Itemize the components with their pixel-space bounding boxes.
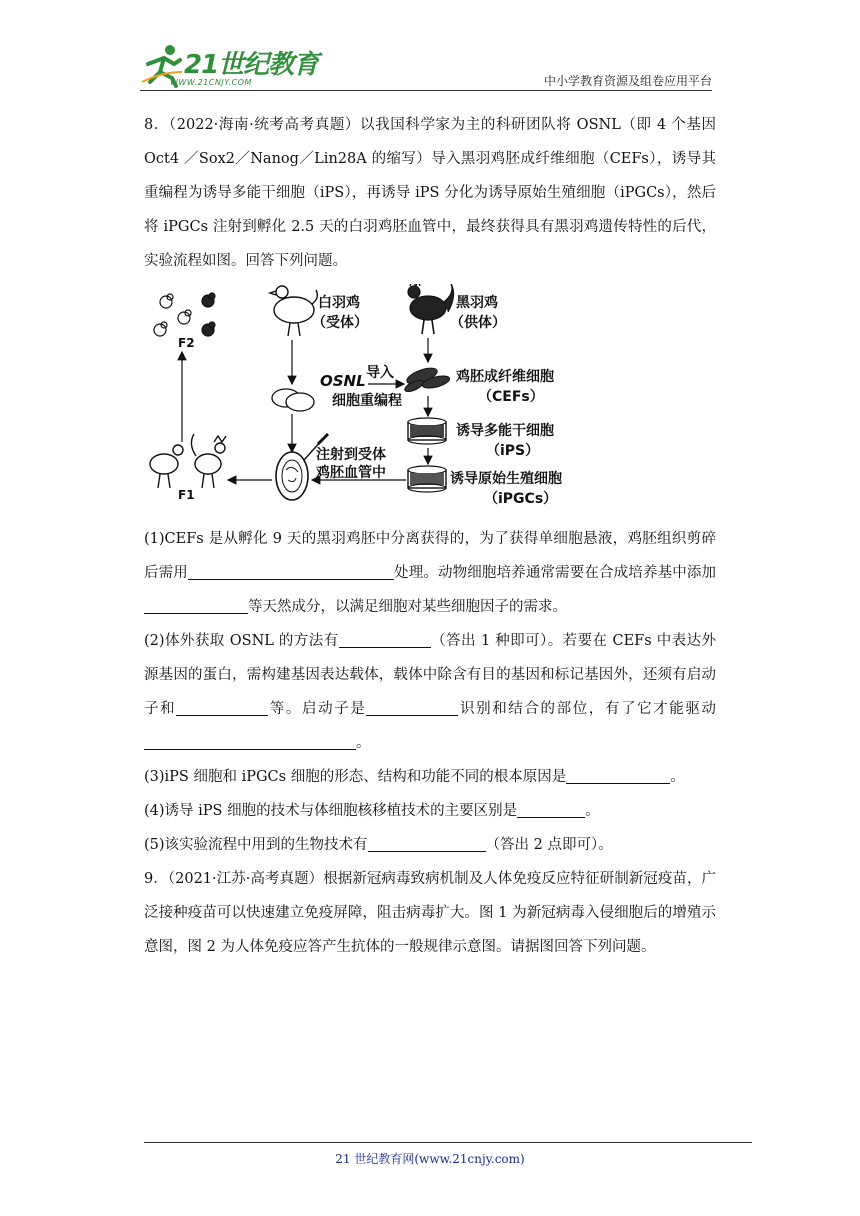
label-ipgcs-name: 诱导原始生殖细胞	[450, 471, 562, 487]
part-1-text-b: 处理。动物细胞培养通常需要在合成培养基中添加	[393, 565, 716, 581]
label-import: 导入	[366, 365, 394, 381]
question-8-part-1	[144, 522, 716, 624]
eggs-icon	[272, 389, 314, 411]
part-1-text-c: 等天然成分，以满足细胞对某些细胞因子的需求。	[248, 599, 567, 615]
f1-chickens-icon	[150, 434, 226, 488]
part-2-text-b: （答出 1 种即可）。若要在 CEFs 中表达外源基因的蛋白，需构建基因表达载体，载体中除含有目的基因和标记基因外，还须有启动子和	[144, 633, 716, 717]
question-8-stem: 8．（2022·海南·统考高考真题）以我国科学家为主的科研团队将 OSNL（即 4 个基因 Oct4 ／Sox2／Nanog／Lin28A 的缩写）导入黑羽鸡胚成纤维细胞（CEFs），诱导其重编程为诱导多能干细胞（iPS），再诱导 iPS 分化为诱导原始生殖细胞（iPGCs），然后将 iPGCs 注射到孵化 2.5 天的白羽鸡胚血管中，最终获得具有黑羽鸡遗传特性的后代，实验流程如图。回答下列问题。	[144, 117, 716, 269]
footer-divider	[144, 1142, 752, 1143]
label-f2: F2	[178, 336, 195, 350]
logo-text: 21世纪教育	[184, 50, 319, 80]
black-rooster-icon	[408, 284, 454, 334]
answer-blank-9[interactable]	[368, 835, 486, 852]
question-8-part-4	[144, 794, 716, 828]
cefs-cells-icon	[403, 365, 451, 394]
part-3-text-a: (3)iPS 细胞和 iPGCs 细胞的形态、结构和功能不同的根本原因是	[144, 769, 567, 785]
label-ipgcs-abbr: （iPGCs）	[484, 491, 558, 507]
part-4-text-b: 。	[585, 803, 600, 819]
question-8-part-3	[144, 760, 716, 794]
question-9-stem: 9．（2021·江苏·高考真题）根据新冠病毒致病机制及人体免疫反应特征研制新冠疫苗，广泛接种疫苗可以快速建立免疫屏障，阻击病毒扩大。图 1 为新冠病毒入侵细胞后的增殖示意图，图 2 为人体免疫应答产生抗体的一般规律示意图。请据图回答下列问题。	[144, 871, 716, 955]
platform-name: 中小学教育资源及组卷应用平台	[543, 74, 712, 88]
flow-diagram	[144, 284, 716, 520]
answer-blank-5[interactable]	[366, 699, 458, 716]
part-5-text-a: (5)该实验流程中用到的生物技术有	[144, 837, 368, 853]
label-osnl: OSNL	[320, 372, 366, 390]
part-3-text-b: 。	[670, 769, 685, 785]
label-white-chicken: 白羽鸡	[318, 295, 360, 311]
question-8-part-5	[144, 828, 716, 862]
label-inject-1: 注射到受体	[316, 447, 386, 463]
part-2-text-d: 识别和结合的部位，有了它才能驱动	[458, 701, 717, 717]
part-1-text-a: (1)CEFs 是从孵化 9 天的黑羽鸡胚中分离获得的，为了获得单细胞悬液，鸡胚组织剪碎后需用	[144, 531, 716, 581]
question-8-part-2	[144, 624, 716, 760]
logo-url: WWW.21CNJY.COM	[170, 78, 252, 87]
label-black-chicken: 黑羽鸡	[456, 295, 498, 311]
ips-dish-icon	[408, 418, 446, 444]
experiment-flow-figure	[144, 284, 716, 520]
label-black-role: （供体）	[450, 315, 506, 331]
part-2-text-c: 等。启动子是	[268, 701, 367, 717]
label-white-role: （受体）	[312, 315, 368, 331]
question-content	[144, 108, 716, 964]
label-cefs-abbr: （CEFs）	[478, 389, 544, 405]
part-4-text-a: (4)诱导 iPS 细胞的技术与体细胞核移植技术的主要区别是	[144, 803, 518, 819]
answer-blank-1[interactable]	[188, 563, 394, 580]
answer-blank-2[interactable]	[144, 597, 248, 614]
ipgcs-dish-icon	[408, 466, 446, 492]
label-inject-2: 鸡胚血管中	[316, 465, 386, 481]
site-logo[interactable]	[140, 42, 320, 90]
white-chicken-icon	[270, 286, 317, 336]
label-f1: F1	[178, 488, 195, 502]
label-reprogram: 细胞重编程	[332, 393, 402, 409]
label-cefs-name: 鸡胚成纤维细胞	[456, 369, 554, 385]
label-ips-name: 诱导多能干细胞	[456, 423, 554, 439]
part-2-text-e: 。	[356, 735, 371, 751]
answer-blank-3[interactable]	[339, 631, 431, 648]
header-divider	[140, 90, 712, 91]
part-2-text-a: (2)体外获取 OSNL 的方法有	[144, 633, 339, 649]
answer-blank-8[interactable]	[517, 801, 585, 818]
part-5-text-b: （答出 2 点即可）。	[485, 837, 613, 853]
page-footer[interactable]: 21 世纪教育网(www.21cnjy.com)	[335, 1152, 525, 1166]
answer-blank-4[interactable]	[176, 699, 268, 716]
answer-blank-7[interactable]	[566, 767, 670, 784]
f2-chicks-icon	[154, 293, 215, 336]
label-ips-abbr: （iPS）	[486, 443, 540, 459]
page-header	[140, 38, 712, 92]
answer-blank-6[interactable]	[144, 733, 356, 750]
